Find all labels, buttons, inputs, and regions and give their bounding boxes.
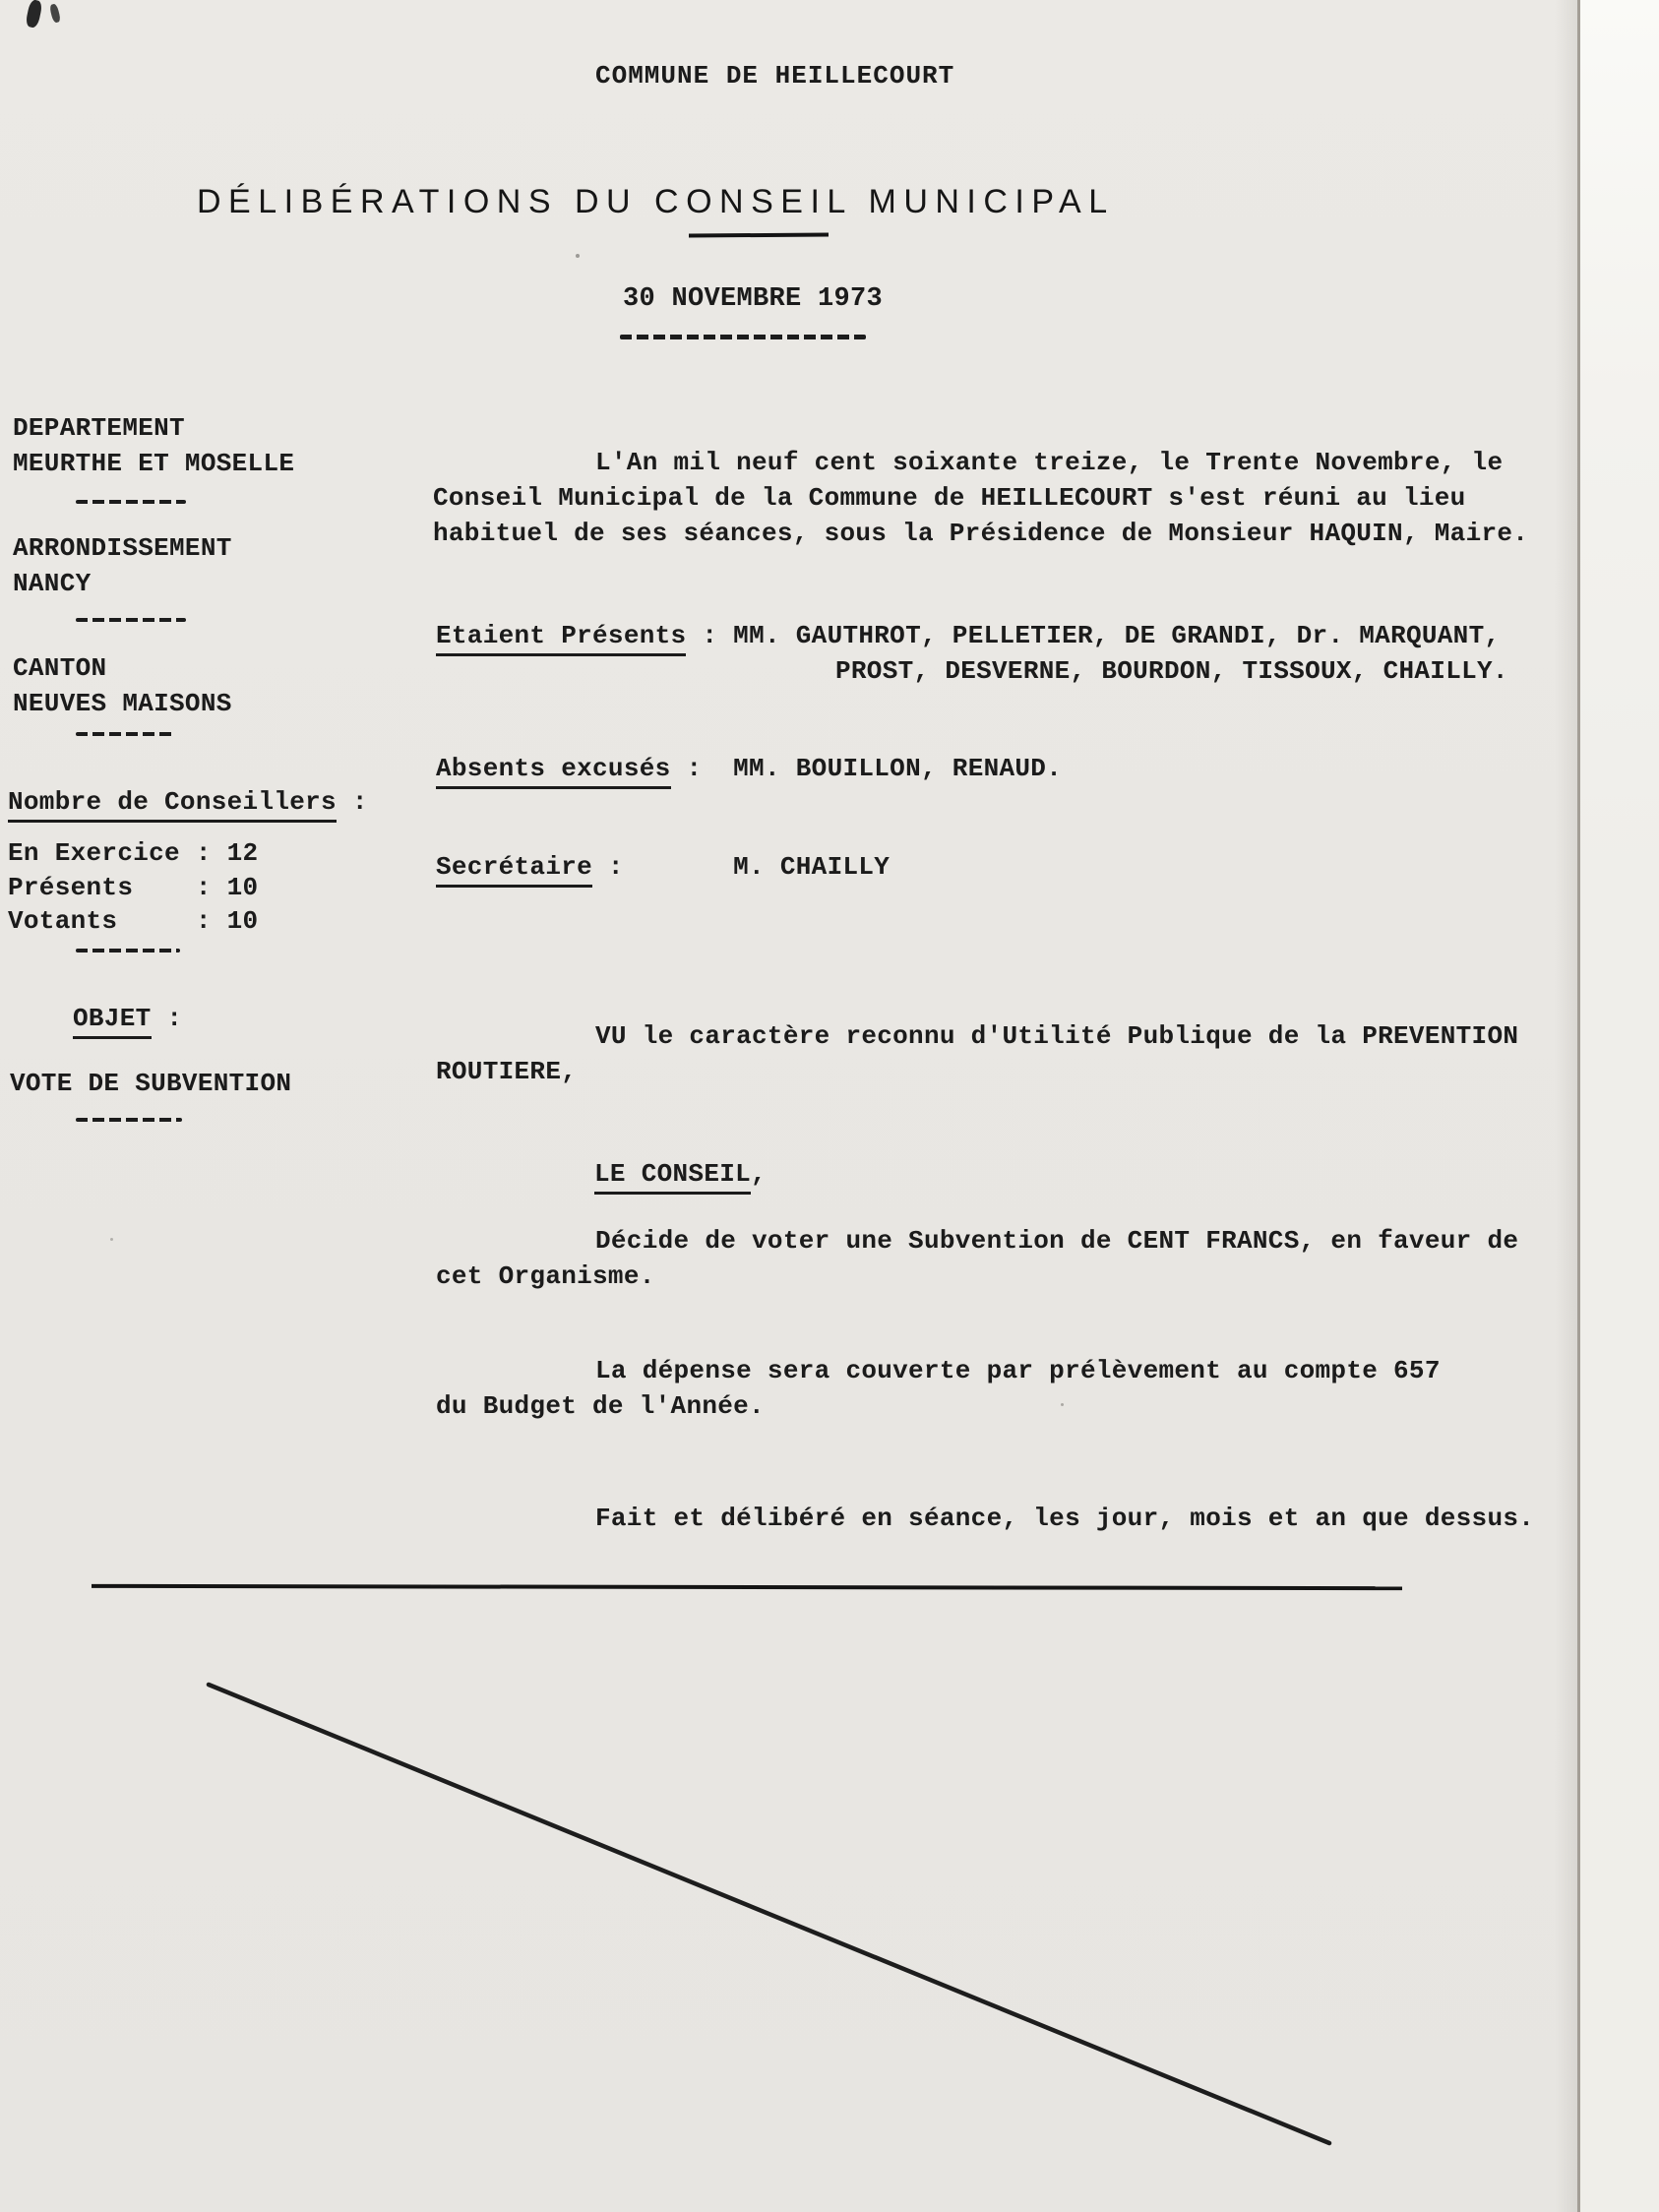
presents-names: : MM. GAUTHROT, PELLETIER, DE GRANDI, Dr. MARQUANT, <box>686 621 1501 650</box>
presents-line-2: PROST, DESVERNE, BOURDON, TISSOUX, CHAILLY. <box>835 656 1508 686</box>
arrondissement-value: NANCY <box>13 569 92 598</box>
conseil-comma: , <box>751 1159 767 1189</box>
opening-line-3: habituel de ses séances, sous la Présidence de Monsieur HAQUIN, Maire. <box>433 519 1529 548</box>
objet-label: OBJET <box>73 1004 152 1039</box>
count-votants: Votants : 10 <box>8 906 259 936</box>
secretaire-name: : M. CHAILLY <box>592 852 891 882</box>
opening-line-1: L'An mil neuf cent soixante treize, le Trente Novembre, le <box>595 448 1504 477</box>
depense-line-2: du Budget de l'Année. <box>436 1391 765 1421</box>
conseillers-heading-label: Nombre de Conseillers <box>8 787 337 823</box>
vu-line-2: ROUTIERE, <box>436 1057 578 1086</box>
page-edge-shadow <box>1555 0 1577 2212</box>
canton-value: NEUVES MAISONS <box>13 689 232 718</box>
secretaire-label: Secrétaire <box>436 852 592 888</box>
conseil-label: LE CONSEIL <box>594 1159 751 1195</box>
departement-value: MEURTHE ET MOSELLE <box>13 449 295 478</box>
vu-line-1: VU le caractère reconnu d'Utilité Publique de la PREVENTION <box>595 1021 1519 1051</box>
document-title: DÉLIBÉRATIONS DU CONSEIL MUNICIPAL <box>197 183 1115 220</box>
count-presents: Présents : 10 <box>8 873 259 902</box>
depense-line-1: La dépense sera couverte par prélèvement au compte 657 <box>595 1356 1441 1385</box>
departement-label: DEPARTEMENT <box>13 413 185 443</box>
opening-line-2: Conseil Municipal de la Commune de HEILLECOURT s'est réuni au lieu <box>433 483 1466 513</box>
objet-value: VOTE DE SUBVENTION <box>10 1069 292 1098</box>
scan-speck <box>1061 1403 1064 1406</box>
absents-names: : MM. BOUILLON, RENAUD. <box>670 754 1063 783</box>
count-en-exercice: En Exercice : 12 <box>8 838 259 868</box>
objet-colon: : <box>151 1004 183 1033</box>
scan-speck <box>110 1238 113 1241</box>
decide-line-1: Décide de voter une Subvention de CENT FRANCS, en faveur de <box>595 1226 1519 1256</box>
presents-label: Etaient Présents <box>436 621 686 656</box>
decide-line-2: cet Organisme. <box>436 1261 655 1291</box>
commune-heading: COMMUNE DE HEILLECOURT <box>595 61 955 91</box>
page-edge-strip <box>1580 0 1659 2212</box>
absents-label: Absents excusés <box>436 754 671 789</box>
canton-label: CANTON <box>13 653 107 683</box>
scan-speck <box>576 254 580 258</box>
arrondissement-label: ARRONDISSEMENT <box>13 533 232 563</box>
conseillers-heading-colon: : <box>336 787 368 817</box>
closing-line: Fait et délibéré en séance, les jour, mois et an que dessus. <box>595 1504 1535 1533</box>
session-date: 30 NOVEMBRE 1973 <box>623 284 884 314</box>
